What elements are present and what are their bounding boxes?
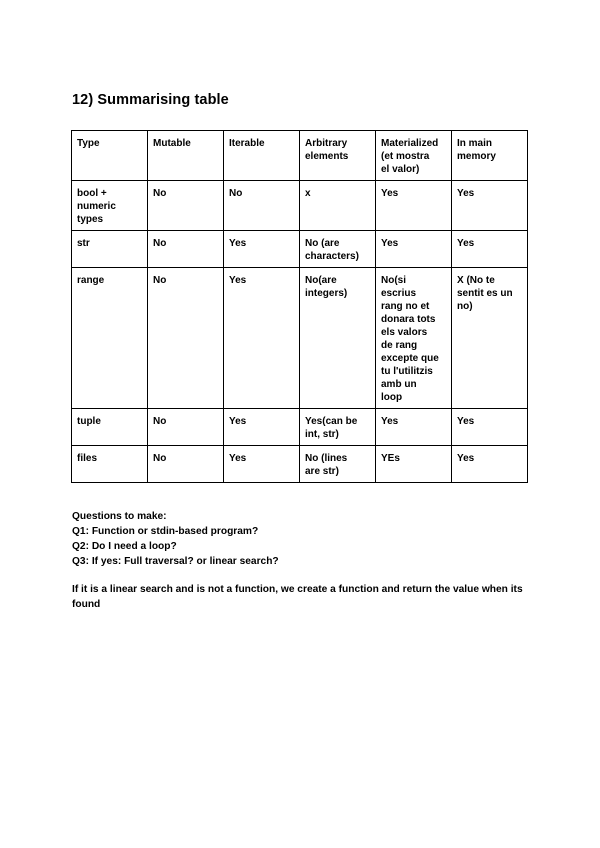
- table-cell: No(are integers): [300, 268, 376, 409]
- table-cell: YEs: [376, 446, 452, 483]
- table-cell: Yes: [452, 446, 528, 483]
- table-cell: Yes(can be int, str): [300, 409, 376, 446]
- question-3: Q3: If yes: Full traversal? or linear search?: [72, 556, 279, 567]
- table-row: [72, 446, 528, 483]
- table-cell: x: [300, 181, 376, 231]
- table-cell: Yes: [224, 409, 300, 446]
- table-row: [72, 409, 528, 446]
- question-2: Q2: Do I need a loop?: [72, 541, 177, 552]
- table-row: [72, 181, 528, 231]
- table-cell: No: [148, 268, 224, 409]
- table-cell: No (are characters): [300, 231, 376, 268]
- table-cell: Yes: [452, 409, 528, 446]
- table-cell: Yes: [224, 446, 300, 483]
- table-cell: str: [72, 231, 148, 268]
- table-cell: No: [224, 181, 300, 231]
- table-cell: No (lines are str): [300, 446, 376, 483]
- linear-search-note: If it is a linear search and is not a function, we create a function and return the value when its found: [72, 584, 523, 610]
- table-cell: Yes: [376, 231, 452, 268]
- header-cell: Arbitrary elements: [300, 131, 376, 181]
- table-cell: files: [72, 446, 148, 483]
- table-cell: Yes: [224, 268, 300, 409]
- header-cell: Materialized (et mostra el valor): [376, 131, 452, 181]
- question-1: Q1: Function or stdin-based program?: [72, 526, 259, 537]
- header-cell: In main memory: [452, 131, 528, 181]
- header-cell: Mutable: [148, 131, 224, 181]
- table-cell: range: [72, 268, 148, 409]
- table-cell: X (No te sentit es un no): [452, 268, 528, 409]
- table-cell: No: [148, 446, 224, 483]
- header-cell: Type: [72, 131, 148, 181]
- table-cell: No: [148, 409, 224, 446]
- questions-block: [72, 509, 279, 569]
- table-row: [72, 231, 528, 268]
- table-row: [72, 268, 528, 409]
- table-cell: Yes: [452, 231, 528, 268]
- table-cell: bool + numeric types: [72, 181, 148, 231]
- table-cell: No: [148, 181, 224, 231]
- table-cell: tuple: [72, 409, 148, 446]
- page-heading: 12) Summarising table: [72, 92, 229, 108]
- table-cell: No(si escrius rang no et donara tots els valors de rang excepte que tu l'utilitzis amb un loop: [376, 268, 452, 409]
- questions-title: Questions to make:: [72, 511, 167, 522]
- table-cell: Yes: [224, 231, 300, 268]
- table-cell: Yes: [376, 181, 452, 231]
- header-cell: Iterable: [224, 131, 300, 181]
- table-cell: Yes: [452, 181, 528, 231]
- summary-table: [71, 130, 528, 483]
- table-header-row: [72, 131, 528, 181]
- table-cell: No: [148, 231, 224, 268]
- table-cell: Yes: [376, 409, 452, 446]
